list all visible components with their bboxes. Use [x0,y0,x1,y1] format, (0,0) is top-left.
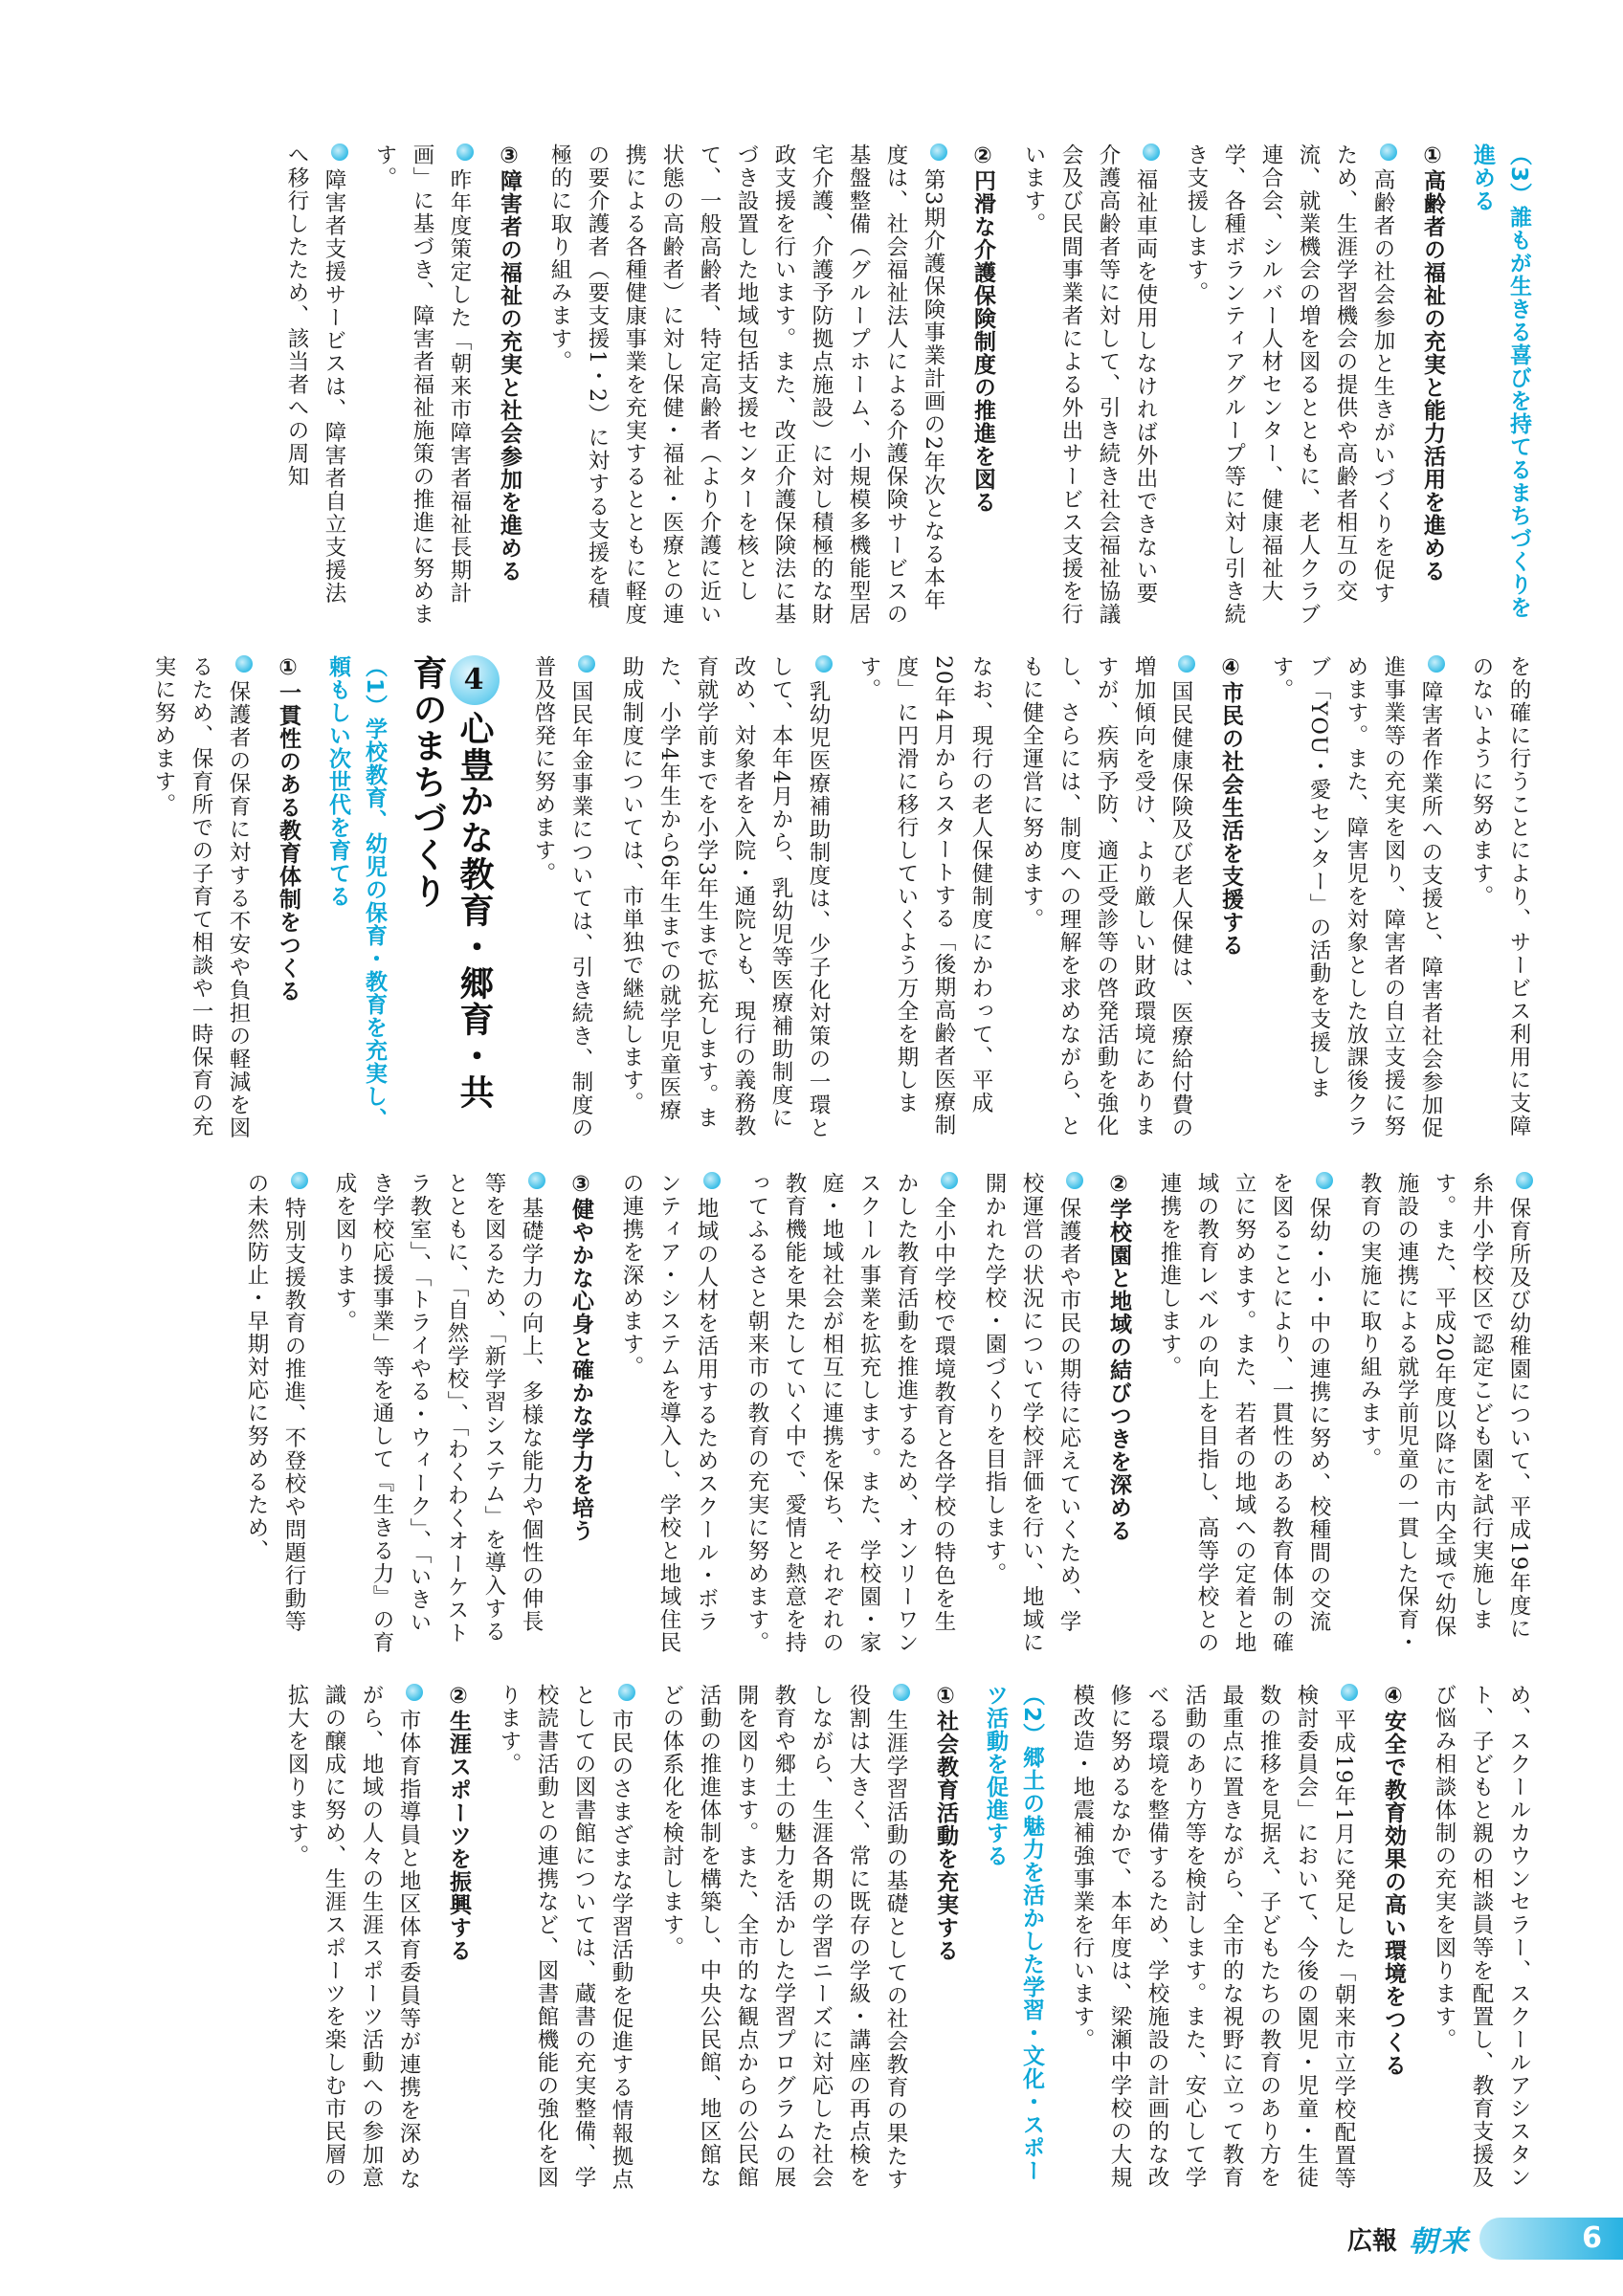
heading-text: ①社会教育活動を充実する [933,1684,958,1962]
subsection-heading [440,1684,477,2200]
heading-text: ①一貫性のある教育体制をつくる [276,655,300,1003]
column [144,1684,1537,2200]
paragraph [1014,144,1164,627]
paragraph-text: 昨年度策定した「朝来市障害者福祉長期計画」に基づき、障害者福祉施策の推進に努めます。 [372,144,472,626]
bullet-icon [815,655,833,673]
paragraph [145,655,256,1143]
paragraph [524,655,599,1143]
paragraph [541,144,951,627]
paragraph-text: 生涯学習活動の基礎としての社会教育の果たす役割は大きく、常に既存の学級・講座の再点検をしながら、生涯各期の学習ニーズに対応した社会教育や郷土の魅力を活かした学習プログラムの展開を図ります。また、全市的な観点からの公民館活動の推進体制を構築し、中央公民館、地区館などの体系化を検討します。 [659,1684,908,2191]
paragraph [975,1172,1087,1655]
bullet-icon [930,144,947,161]
paragraph-text: 平成19年1月に発足した「朝来市立学校配置等検討委員会」において、今後の園児・児童・生徒数の推移を見据え、子どもたちの教育のあり方を最重点に置きながら、全市的な視野に立って教育活動のあり方等を検討します。また、安心して学べる環境を整備するため、学校施設の計画的な改修に努めるなかで、本年度は、梁瀬中学校の大規模改造・地震補強事業を行います。 [1070,1684,1356,2191]
row-4 [144,1684,1537,2200]
row-2 [144,655,1537,1143]
paragraph [653,1684,914,2200]
subsection-heading [965,144,1001,627]
column [98,655,500,1143]
paragraph [366,144,478,627]
subsection-heading [1414,144,1451,627]
heading-text: ①高齢者の福祉の充実と能力活用を進める [1420,144,1445,583]
paragraph [237,1172,312,1655]
bullet-icon [1066,1172,1083,1189]
bullet-icon [1516,1172,1533,1189]
subsection-heading [1101,1172,1137,1655]
column [524,655,1537,1143]
paragraph [1012,655,1199,1143]
heading-text: ④市民の社会生活を支援する [1218,655,1243,957]
paragraph-text: 特別支援教育の推進、不登校や問題行動等の未然防止・早期対応に努めるため、 [244,1172,306,1633]
paragraph [738,1172,962,1655]
subsection-heading [1464,144,1537,627]
bullet-icon [1143,144,1160,161]
paragraph [1150,1172,1337,1655]
bullet-icon [1428,655,1445,673]
subsection-heading [270,655,306,1143]
paragraph [1063,1684,1362,2200]
column [144,1172,1537,1655]
paragraph [1177,144,1401,627]
paragraph-text: 福祉車両を使用しなければ外出できない要介護高齢者等に対して、引き続き社会福祉協議会及び民間事業者による外出サービス支援を行います。 [1021,144,1158,626]
heading-text: ②生涯スポーツを振興する [446,1684,471,1962]
subsection-heading [491,144,527,627]
footer-label: 広報 [1347,2227,1398,2256]
column [144,144,1537,627]
page-footer [1225,2218,1623,2260]
paragraph-text: 国民年金事業については、引き続き、制度の普及啓発に努めます。 [531,655,593,1139]
subsection-heading [1375,1684,1412,2200]
section-number-badge: 4 [450,655,500,705]
paragraph-text: 基礎学力の向上、多様な能力や個性の伸長等を図るため、「新学習システム」を導入するとともに、「自然学校」、「わくわくオーケストラ教室」、「トライやる・ウィーク」、「いきいき学校応援事業」等を通して『生きる力』の育成を図ります。 [332,1172,544,1654]
bullet-icon [331,144,348,161]
paragraph-text: 市民のさまざまな学習活動を促進する情報拠点としての図書館については、蔵書の充実整備、学校読書活動との連携など、図書館機能の強化を図ります。 [497,1684,634,2191]
row-1 [144,144,1537,627]
heading-text: ②円滑な介護保険制度の推進を図る [970,144,995,514]
paragraph-text: 保幼・小・中の連携に努め、校種間の交流を図ることにより、一貫性のある教育体制の確立に努めます。また、若者の地域への定着と地域の教育レベルの向上を目指し、高等学校との連携を推進します。 [1157,1172,1331,1654]
bullet-icon [406,1684,423,1701]
heading-text: ④安全で教育効果の高い環境をつくる [1381,1684,1406,2077]
paragraph-text: 乳幼児医療補助制度は、少子化対策の一環として、本年4月から、乳幼児等医療補助制度に改め、対象者を入院・通院とも、現行の義務教育就学前までを小学3年生まで拡充します。また、小学4年生から6年生までの就学児童医療助成制度については、市単独で継続します。 [619,655,831,1139]
paragraph-text: 保護者の保育に対する不安や負担の軽減を図るため、保育所での子育て相談や一時保育の充実に努めます。 [151,655,251,1139]
paragraph-text: 国民健康保険及び老人保健は、医療給付費の増加傾向を受け、より厳しい財政環境にありますが、疾病予防、適正受診等の啓発活動を強化し、さらには、制度への理解を求めながら、ともに健全運営に努めます。 [1019,655,1193,1139]
paragraph-text: 障害者作業所への支援と、障害者社会参加促進事業等の充実を図り、障害者の自立支援に努めます。また、障害児を対象とした放課後クラブ「YOU・愛センター」の活動を支援します。 [1269,655,1443,1139]
heading-text: ③障害者の福祉の充実と社会参加を進める [497,144,522,583]
bullet-icon [703,1172,721,1189]
publication-logo: 朝来 [1409,2225,1470,2259]
heading-text: ③健やかな心身と確かな学力を培う [568,1172,593,1542]
subsection-heading [1212,655,1249,1143]
bullet-icon [235,655,253,673]
heading-text: （2）郷土の魅力を活かした学習・文化・スポーツ活動を促進する [983,1684,1044,2183]
paragraph [612,1172,724,1655]
page-number-tab [1479,2218,1623,2260]
bullet-icon [941,1172,958,1189]
paragraph [1425,1684,1537,2200]
bullet-icon [1316,1172,1333,1189]
heading-text: ②学校園と地域の結びつきを深める [1106,1172,1131,1542]
bullet-icon [618,1684,635,1701]
paragraph [278,1684,427,2200]
paragraph-text: を的確に行うことにより、サービス利用に支障のないように努めます。 [1469,655,1531,1137]
bullet-icon [456,144,474,161]
bullet-icon [291,1172,308,1189]
paragraph-text: 障害者支援サービスは、障害者自立支援法へ移行したため、該当者への周知 [284,144,346,605]
paragraph-text: なお、現行の老人保健制度にかわって、平成20年4月からスタートする「後期高齢者医療制度」に円滑に移行していくよう万全を期します。 [856,655,993,1137]
bullet-icon [1341,1684,1358,1701]
paragraph [612,655,836,1143]
subsection-heading [977,1684,1050,2200]
row-3 [144,1172,1537,1655]
paragraph-text: 保育所及び幼稚園について、平成19年度に糸井小学校区で認定こども園を試行実施します。また、平成20年度以降に市内全域で幼保施設の連携による就学前児童の一貫した保育・教育の実施に取り組みます。 [1357,1172,1531,1654]
paragraph [1462,655,1537,1143]
paragraph-text: 高齢者の社会参加と生きがいづくりを促すため、生涯学習機会の提供や高齢者相互の交流、就業機会の増を図るとともに、老人クラブ連合会、シルバー人材センター、健康福祉大学、各種ボランティアグループ等に対し引き続き支援します。 [1184,144,1395,626]
paragraph [278,144,352,627]
bullet-icon [578,655,595,673]
heading-text: （1）学校教育、幼児の保育・教育を充実し、頼もしい次世代を育てる [325,655,387,1132]
paragraph-text: 市体育指導員と地区体育委員等が連携を深めながら、地域の人々の生涯スポーツ活動への参加意識の醸成に努め、生涯スポーツを楽しむ市民層の拡大を図ります。 [284,1684,421,2191]
bullet-icon [1380,144,1397,161]
paragraph-text: 全小中学校で環境教育と各学校の特色を生かした教育活動を推進するため、オンリーワンスクール事業を拡充します。また、学校園・家庭・地域社会が相互に連携を保ち、それぞれの教育機能を果たしていく中で、愛情と熱意を持ってふるさと朝来市の教育の充実に努めます。 [745,1172,956,1654]
bullet-icon [1178,655,1195,673]
paragraph [850,655,999,1143]
subsection-heading [563,1172,599,1655]
paragraph-text: 地域の人材を活用するためスクール・ボランティア・システムを導入し、学校と地域住民の連携を深めます。 [619,1172,719,1654]
section-title: 心豊かな教育・郷育・共育のまちづくり [408,655,495,1111]
paragraph-text: 第3期介護保険事業計画の2年次となる本年度は、社会福祉法人による介護保険サービスの基盤整備（グループホーム、小規模多機能型居宅介護、介護予防拠点施設）に対し積極的な財政支援を行います。また、改正介護保険法に基づき設置した地域包括支援センターを核として、一般高齢者、特定高齢者（より介護に近い状態の高齢者）に対し保健・福祉・医療との連携による各種健康事業を充実するとともに軽度の要介護者（要支援1・2）に対する支援を積極的に取り組みます。 [547,144,945,626]
section-banner [406,655,500,1143]
heading-text: （3）誰もが生きる喜びを持てるまちづくりを進める [1470,144,1531,620]
paragraph [490,1684,639,2200]
bullet-icon [893,1684,910,1701]
paragraph [1350,1172,1537,1655]
subsection-heading [927,1684,964,2200]
bullet-icon [528,1172,545,1189]
paragraph-text: め、スクールカウンセラー、スクールアシスタント、子どもと親の相談員等を配置し、教育支援及び悩み相談体制の充実を図ります。 [1432,1684,1531,2189]
subsection-heading [320,655,392,1143]
page-number: 6 [1582,2221,1602,2255]
paragraph-text: 保護者や市民の期待に応えていくため、学校運営の状況について学校評価を行い、地域に開かれた学校・園づくりを目指します。 [982,1172,1081,1654]
paragraph [325,1172,549,1655]
paragraph [1262,655,1449,1143]
